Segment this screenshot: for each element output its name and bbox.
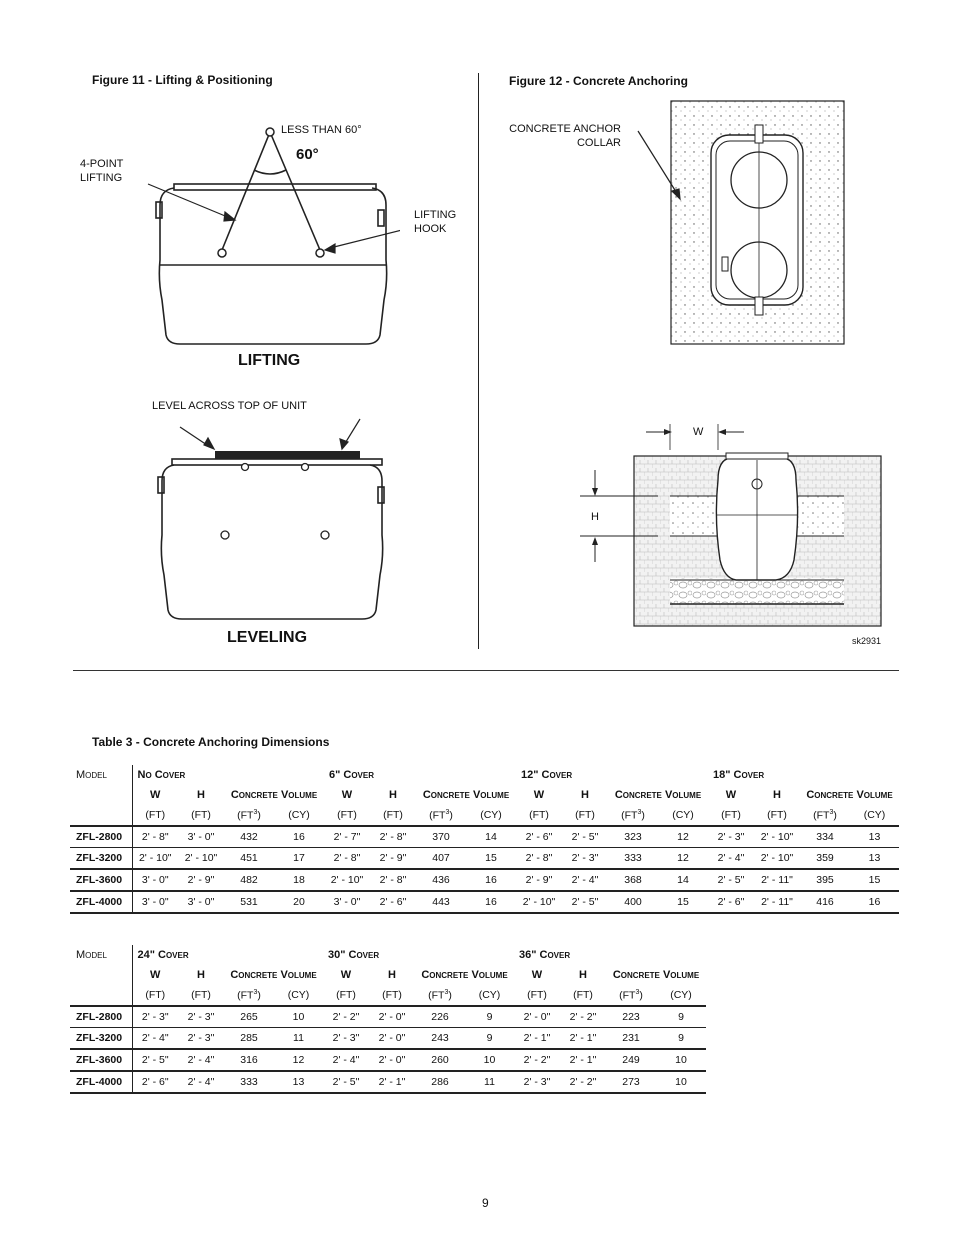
table-cell: 273 xyxy=(606,1071,656,1093)
unit-cy: (CY) xyxy=(288,809,310,821)
col-w: W xyxy=(132,965,178,985)
unit-ft: (FT) xyxy=(337,809,357,821)
table-cell: 2' - 5" xyxy=(562,891,608,913)
table-cell: 323 xyxy=(608,826,658,848)
figure-12-title: Figure 12 - Concrete Anchoring xyxy=(509,74,688,88)
table-cell: 14 xyxy=(658,869,708,891)
unit-cy: (CY) xyxy=(480,809,502,821)
anchoring-table-1 xyxy=(70,765,899,914)
table-cell: 16 xyxy=(274,826,324,848)
table-cell: 2' - 3" xyxy=(562,848,608,870)
table-cell: 359 xyxy=(800,848,850,870)
col-concrete-volume: Concrete Volume xyxy=(421,969,508,981)
col-h: H xyxy=(579,969,587,981)
table-3-title: Table 3 - Concrete Anchoring Dimensions xyxy=(92,735,330,749)
table-cell: 2' - 10" xyxy=(324,869,370,891)
col-concrete-volume: Concrete Volume xyxy=(230,789,318,801)
model-cell: ZFL-3600 xyxy=(70,869,132,891)
table-cell: 333 xyxy=(224,1071,274,1093)
model-cell: ZFL-3200 xyxy=(70,848,132,870)
table-cell: 15 xyxy=(658,891,708,913)
table-cell: 370 xyxy=(416,826,466,848)
lifting-illustration xyxy=(70,110,400,380)
table-cell: 231 xyxy=(606,1028,656,1050)
table-cell: 3' - 0" xyxy=(324,891,370,913)
vertical-divider xyxy=(478,73,479,649)
table-row xyxy=(70,848,899,870)
table-cell: 2' - 2" xyxy=(560,1006,606,1028)
table-cell: 243 xyxy=(415,1028,465,1050)
table-cell: 2' - 4" xyxy=(323,1049,369,1071)
table-cell: 2' - 8" xyxy=(132,826,178,848)
table-cell: 285 xyxy=(224,1028,274,1050)
col-concrete-volume: Concrete Volume xyxy=(422,789,510,801)
table-row xyxy=(70,1028,706,1050)
table-cell: 2' - 9" xyxy=(370,848,416,870)
table-row xyxy=(70,1049,706,1071)
unit-ft: (FT) xyxy=(527,989,547,1001)
model-cell: ZFL-4000 xyxy=(70,891,132,913)
table-cell: 2' - 1" xyxy=(514,1028,560,1050)
table-cell: 10 xyxy=(656,1071,706,1093)
table-cell: 2' - 0" xyxy=(514,1006,560,1028)
table-cell: 400 xyxy=(608,891,658,913)
table-cell: 265 xyxy=(224,1006,274,1028)
table-cell: 2' - 6" xyxy=(370,891,416,913)
table-cell: 2' - 0" xyxy=(369,1049,415,1071)
table-cell: 18 xyxy=(274,869,324,891)
level-across-label: LEVEL ACROSS TOP OF UNIT xyxy=(152,400,307,412)
unit-ft: (FT) xyxy=(191,989,211,1001)
table-row xyxy=(70,1071,706,1093)
table-cell: 451 xyxy=(224,848,274,870)
table-cell: 20 xyxy=(274,891,324,913)
model-cell: ZFL-2800 xyxy=(70,1006,132,1028)
unit-cy: (CY) xyxy=(672,809,694,821)
table-cell: 2' - 3" xyxy=(132,1006,178,1028)
table-cell: 16 xyxy=(466,869,516,891)
col-h: H xyxy=(581,789,589,801)
col-w: W xyxy=(132,785,178,805)
anchor-top-view xyxy=(620,95,850,350)
leveling-caption: LEVELING xyxy=(227,629,308,646)
col-h: H xyxy=(388,969,396,981)
table-cell: 10 xyxy=(465,1049,514,1071)
col-h: H xyxy=(773,789,781,801)
unit-ft: (FT) xyxy=(575,809,595,821)
table-cell: 2' - 8" xyxy=(370,826,416,848)
anchoring-table-2 xyxy=(70,945,706,1094)
unit-ft3: $(FT^3)$ xyxy=(619,988,643,1002)
table-cell: 16 xyxy=(466,891,516,913)
col-concrete-volume: Concrete Volume xyxy=(806,789,893,801)
table-cell: 2' - 1" xyxy=(560,1049,606,1071)
table-cell: 11 xyxy=(465,1071,514,1093)
table-cell: 3' - 0" xyxy=(132,869,178,891)
table-cell: 2' - 4" xyxy=(708,848,754,870)
table-cell: 9 xyxy=(465,1006,514,1028)
group-header: No Cover xyxy=(132,765,324,785)
table-cell: 12 xyxy=(274,1049,323,1071)
table-cell: 249 xyxy=(606,1049,656,1071)
table-cell: 2' - 10" xyxy=(754,848,800,870)
group-header: 36" Cover xyxy=(519,949,571,961)
table-cell: 531 xyxy=(224,891,274,913)
unit-ft: (FT) xyxy=(573,989,593,1001)
table-cell: 2' - 11" xyxy=(754,869,800,891)
table-cell: 395 xyxy=(800,869,850,891)
table-cell: 2' - 10" xyxy=(516,891,562,913)
table-1-body xyxy=(70,826,899,913)
table-cell: 13 xyxy=(274,1071,323,1093)
table-cell: 2' - 2" xyxy=(560,1071,606,1093)
less-than-label: LESS THAN 60° xyxy=(281,124,362,136)
table-cell: 2' - 3" xyxy=(178,1028,224,1050)
unit-ft: (FT) xyxy=(132,985,178,1006)
table-cell: 2' - 9" xyxy=(516,869,562,891)
table-cell: 334 xyxy=(800,826,850,848)
table-cell: 11 xyxy=(274,1028,323,1050)
table-cell: 443 xyxy=(416,891,466,913)
table-cell: 2' - 6" xyxy=(132,1071,178,1093)
table-cell: 226 xyxy=(415,1006,465,1028)
unit-ft: (FT) xyxy=(529,809,549,821)
anchor-section-view xyxy=(580,420,885,630)
table-cell: 2' - 2" xyxy=(323,1006,369,1028)
unit-cy: (CY) xyxy=(670,989,692,1001)
table-cell: 416 xyxy=(800,891,850,913)
table-cell: 3' - 0" xyxy=(132,891,178,913)
model-cell: ZFL-3600 xyxy=(70,1049,132,1071)
lifting-hook-label: LIFTING HOOK xyxy=(414,209,457,235)
table-cell: 436 xyxy=(416,869,466,891)
table-cell: 2' - 3" xyxy=(178,1006,224,1028)
table-cell: 9 xyxy=(656,1028,706,1050)
table-cell: 316 xyxy=(224,1049,274,1071)
table-cell: 2' - 4" xyxy=(132,1028,178,1050)
table-cell: 2' - 5" xyxy=(132,1049,178,1071)
model-cell: ZFL-2800 xyxy=(70,826,132,848)
table-cell: 15 xyxy=(850,869,899,891)
unit-ft3: $(FT^3)$ xyxy=(237,808,261,822)
unit-ft: (FT) xyxy=(382,989,402,1001)
table-cell: 2' - 1" xyxy=(560,1028,606,1050)
table-cell: 432 xyxy=(224,826,274,848)
group-header: 18" Cover xyxy=(713,769,765,781)
table-cell: 13 xyxy=(850,848,899,870)
table-cell: 2' - 3" xyxy=(514,1071,560,1093)
unit-ft: (FT) xyxy=(132,805,178,826)
table-cell: 2' - 8" xyxy=(370,869,416,891)
table-cell: 2' - 10" xyxy=(754,826,800,848)
figure-11-title: Figure 11 - Lifting & Positioning xyxy=(92,73,273,87)
leveling-illustration xyxy=(150,415,400,630)
table-cell: 12 xyxy=(658,848,708,870)
model-cell: ZFL-4000 xyxy=(70,1071,132,1093)
unit-cy: (CY) xyxy=(863,809,886,821)
col-h: H xyxy=(197,789,205,801)
table-cell: 12 xyxy=(658,826,708,848)
table-cell: 482 xyxy=(224,869,274,891)
table-cell: 2' - 5" xyxy=(708,869,754,891)
w-dimension-label: W xyxy=(693,426,704,438)
table-cell: 2' - 4" xyxy=(178,1071,224,1093)
table-cell: 2' - 10" xyxy=(178,848,224,870)
group-header: 12" Cover xyxy=(521,769,573,781)
table-cell: 2' - 5" xyxy=(323,1071,369,1093)
table-cell: 16 xyxy=(850,891,899,913)
table-row xyxy=(70,826,899,848)
table-cell: 2' - 9" xyxy=(178,869,224,891)
table-cell: 10 xyxy=(274,1006,323,1028)
table-cell: 2' - 3" xyxy=(708,826,754,848)
unit-ft3: $(FT^3)$ xyxy=(621,808,645,822)
table-cell: 223 xyxy=(606,1006,656,1028)
table-2-body xyxy=(70,1006,706,1093)
unit-ft3: $(FT^3)$ xyxy=(813,808,837,822)
table-cell: 2' - 0" xyxy=(369,1006,415,1028)
unit-ft3: $(FT^3)$ xyxy=(429,808,453,822)
table-cell: 15 xyxy=(466,848,516,870)
unit-ft: (FT) xyxy=(336,989,356,1001)
lifting-caption: LIFTING xyxy=(238,352,301,369)
unit-cy: (CY) xyxy=(478,989,501,1001)
unit-ft: (FT) xyxy=(383,809,403,821)
unit-ft: (FT) xyxy=(767,809,787,821)
table-cell: 2' - 6" xyxy=(708,891,754,913)
table-cell: 13 xyxy=(850,826,899,848)
table-cell: 2' - 1" xyxy=(369,1071,415,1093)
table-cell: 368 xyxy=(608,869,658,891)
table-cell: 333 xyxy=(608,848,658,870)
sketch-id: sk2931 xyxy=(852,636,882,646)
table-row xyxy=(70,891,899,913)
table-cell: 2' - 5" xyxy=(562,826,608,848)
col-w: W xyxy=(725,789,737,801)
col-h: H xyxy=(389,789,397,801)
table-cell: 2' - 10" xyxy=(132,848,178,870)
group-header: 30" Cover xyxy=(328,949,380,961)
unit-ft3: $(FT^3)$ xyxy=(428,988,452,1002)
table-cell: 2' - 7" xyxy=(324,826,370,848)
table-cell: 2' - 11" xyxy=(754,891,800,913)
table-cell: 407 xyxy=(416,848,466,870)
table-cell: 17 xyxy=(274,848,324,870)
group-header: 24" Cover xyxy=(132,945,323,965)
col-w: W xyxy=(531,969,543,981)
concrete-anchor-collar-label: CONCRETE ANCHOR COLLAR xyxy=(509,123,621,149)
col-concrete-volume: Concrete Volume xyxy=(614,789,702,801)
unit-ft3: $(FT^3)$ xyxy=(237,988,261,1002)
table-cell: 3' - 0" xyxy=(178,891,224,913)
col-w: W xyxy=(533,789,545,801)
unit-cy: (CY) xyxy=(287,989,310,1001)
table-cell: 2' - 8" xyxy=(324,848,370,870)
page-number: 9 xyxy=(482,1196,489,1210)
table-cell: 3' - 0" xyxy=(178,826,224,848)
unit-ft: (FT) xyxy=(191,809,211,821)
table-cell: 9 xyxy=(465,1028,514,1050)
table-cell: 286 xyxy=(415,1071,465,1093)
col-h: H xyxy=(197,969,205,981)
table-cell: 9 xyxy=(656,1006,706,1028)
col-w: W xyxy=(341,789,353,801)
h-dimension-label: H xyxy=(591,511,599,523)
model-header: Model xyxy=(76,949,107,961)
unit-ft: (FT) xyxy=(721,809,741,821)
table-cell: 10 xyxy=(656,1049,706,1071)
col-concrete-volume: Concrete Volume xyxy=(230,969,317,981)
table-cell: 2' - 2" xyxy=(514,1049,560,1071)
table-cell: 14 xyxy=(466,826,516,848)
section-divider xyxy=(73,670,899,671)
four-point-lifting-label: 4-POINT LIFTING xyxy=(80,158,124,184)
group-header: 6" Cover xyxy=(329,769,375,781)
table-cell: 2' - 4" xyxy=(178,1049,224,1071)
table-row xyxy=(70,1006,706,1028)
table-cell: 2' - 4" xyxy=(562,869,608,891)
table-cell: 2' - 8" xyxy=(516,848,562,870)
table-row xyxy=(70,869,899,891)
table-cell: 2' - 3" xyxy=(323,1028,369,1050)
col-concrete-volume: Concrete Volume xyxy=(612,969,700,981)
model-header: Model xyxy=(76,769,107,781)
model-cell: ZFL-3200 xyxy=(70,1028,132,1050)
table-cell: 260 xyxy=(415,1049,465,1071)
table-cell: 2' - 6" xyxy=(516,826,562,848)
col-w: W xyxy=(340,969,352,981)
angle-label: 60° xyxy=(296,146,319,163)
table-cell: 2' - 0" xyxy=(369,1028,415,1050)
